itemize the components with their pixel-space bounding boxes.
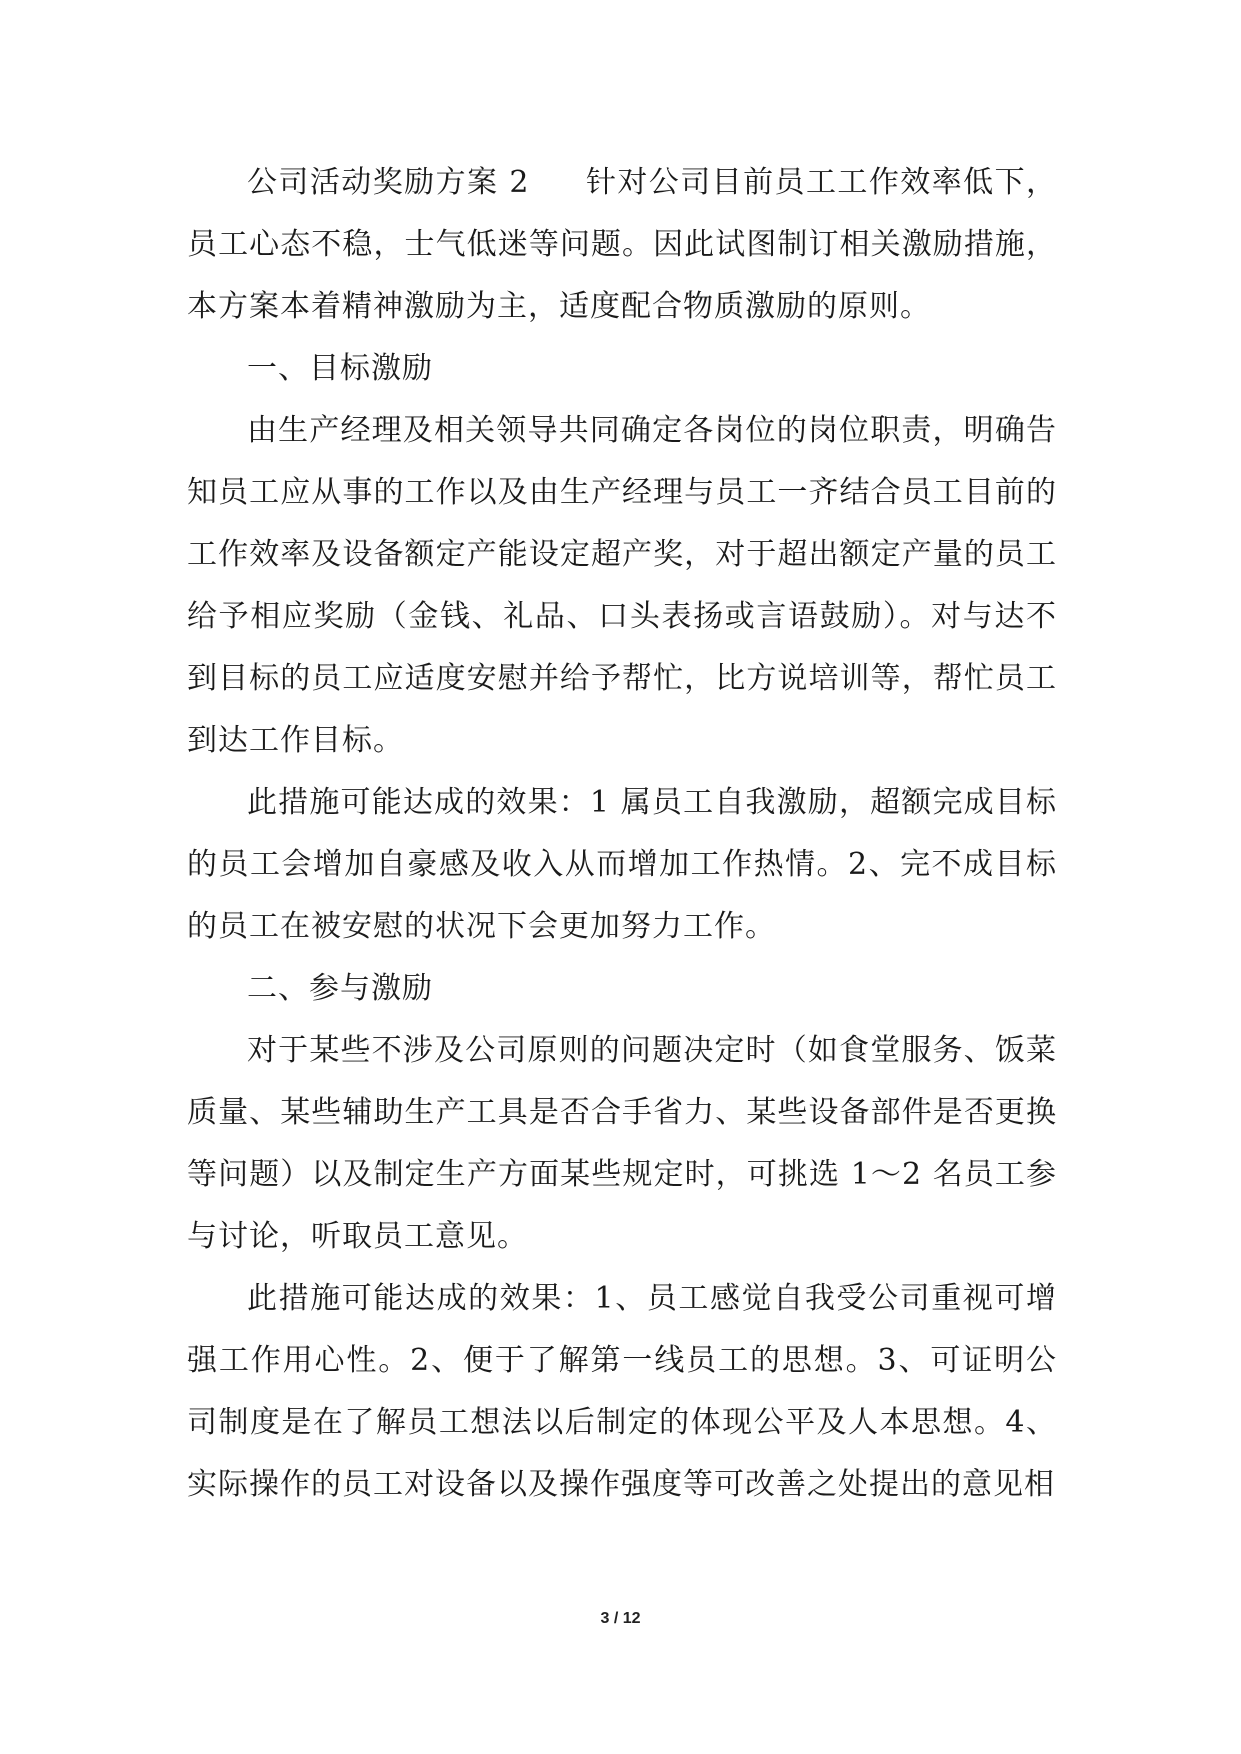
document-title: 公司活动奖励方案 2 [247,165,530,200]
participation-incentive-paragraph: 对于某些不涉及公司原则的问题决定时（如食堂服务、饭菜质量、某些辅助生产工具是否合手省力、某些设备部件是否更换等问题）以及制定生产方面某些规定时，可挑选 1～2 名员工参与讨论，听取员工意见。 [187,1033,1057,1254]
document-body [187,152,1057,1516]
intro-text: 针对公司目前员工工作效率低下，员工心态不稳，士气低迷等问题。因此试图制订相关激励措施，本方案本着精神激励为主，适度配合物质激励的原则。 [187,165,1057,324]
participation-effect-paragraph: 此措施可能达成的效果：1、员工感觉自我受公司重视可增强工作用心性。2、便于了解第一线员工的思想。3、可证明公司制度是在了解员工想法以后制定的体现公平及人本思想。4、实际操作的员工对设备以及操作强度等可改善之处提出的意见相 [187,1281,1057,1502]
goal-incentive-paragraph: 由生产经理及相关领导共同确定各岗位的岗位职责，明确告知员工应从事的工作以及由生产经理与员工一齐结合员工目前的工作效率及设备额定产能设定超产奖，对于超出额定产量的员工给予相应奖励（金钱、礼品、口头表扬或言语鼓励）。对与达不到目标的员工应适度安慰并给予帮忙，比方说培训等，帮忙员工到达工作目标。 [187,413,1057,758]
page-number: 3 / 12 [600,1610,641,1627]
goal-incentive-effect-paragraph: 此措施可能达成的效果：1 属员工自我激励，超额完成目标的员工会增加自豪感及收入从而增加工作热情。2、完不成目标的员工在被安慰的状况下会更加努力工作。 [187,785,1057,944]
section-heading-participation-incentive: 二、参与激励 [247,971,433,1006]
section-heading-goal-incentive: 一、目标激励 [247,351,433,386]
intro-paragraph [187,152,1057,338]
